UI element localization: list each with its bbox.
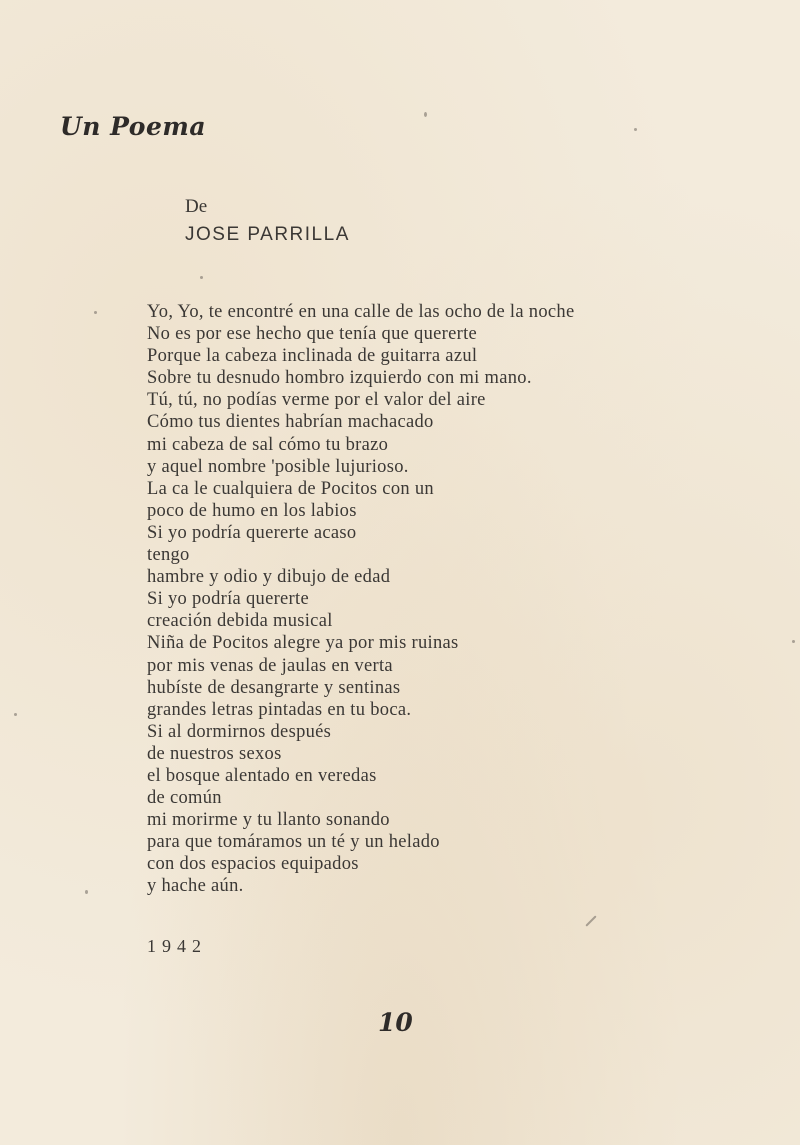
- poem-line: Si al dormirnos después: [147, 721, 332, 742]
- poem-line: y hache aún.: [147, 876, 244, 897]
- paper-speck: [200, 276, 203, 279]
- poem-line: Cómo tus dientes habrían machacado: [147, 412, 434, 433]
- poem-heading: Un Poema: [60, 112, 207, 141]
- poem-line: hambre y odio y dibujo de edad: [147, 567, 391, 588]
- poem-line: La ca le cualquiera de Pocitos con un: [147, 478, 434, 499]
- poem-line: tengo: [147, 545, 190, 566]
- paper-speck: [585, 915, 596, 926]
- poem-line: de común: [147, 788, 222, 809]
- poem-line: grandes letras pintadas en tu boca.: [147, 699, 412, 720]
- paper-speck: [14, 713, 17, 716]
- poem-line: de nuestros sexos: [147, 743, 282, 764]
- paper-speck: [792, 640, 795, 643]
- poem-year: 1942: [147, 936, 207, 956]
- poem-line: para que tomáramos un té y un helado: [147, 832, 440, 853]
- poem-line: y aquel nombre 'posible lujurioso.: [147, 456, 409, 477]
- poem-line: Si yo podría quererte acaso: [147, 522, 357, 543]
- poem-line: Sobre tu desnudo hombro izquierdo con mi mano.: [147, 368, 532, 389]
- paper-speck: [94, 311, 97, 314]
- poem-line: hubíste de desangrarte y sentinas: [147, 677, 401, 698]
- poem-body: [147, 301, 574, 898]
- poem-line: Tú, tú, no podías verme por el valor del aire: [147, 390, 486, 411]
- poem-line: poco de humo en los labios: [147, 500, 357, 521]
- poem-line: mi cabeza de sal cómo tu brazo: [147, 434, 389, 455]
- poem-line: con dos espacios equipados: [147, 854, 359, 875]
- poem-line: Porque la cabeza inclinada de guitarra azul: [147, 346, 478, 367]
- paper-speck: [424, 112, 427, 117]
- poem-line: el bosque alentado en veredas: [147, 765, 377, 786]
- author-prefix: De: [185, 196, 208, 217]
- paper-speck: [634, 128, 637, 131]
- poem-line: Yo, Yo, te encontré en una calle de las ocho de la noche: [147, 302, 575, 322]
- paper-speck: [85, 890, 88, 894]
- poem-line: No es por ese hecho que tenía que quererte: [147, 324, 478, 345]
- poem-line: Niña de Pocitos alegre ya por mis ruinas: [147, 633, 459, 654]
- poem-line: creación debida musical: [147, 611, 333, 632]
- poem-line: por mis venas de jaulas en verta: [147, 655, 393, 676]
- author-name: JOSE PARRILLA: [185, 224, 350, 245]
- poem-line: mi morirme y tu llanto sonando: [147, 810, 390, 831]
- page-number: 10: [378, 1008, 413, 1037]
- poem-line: Si yo podría quererte: [147, 589, 309, 610]
